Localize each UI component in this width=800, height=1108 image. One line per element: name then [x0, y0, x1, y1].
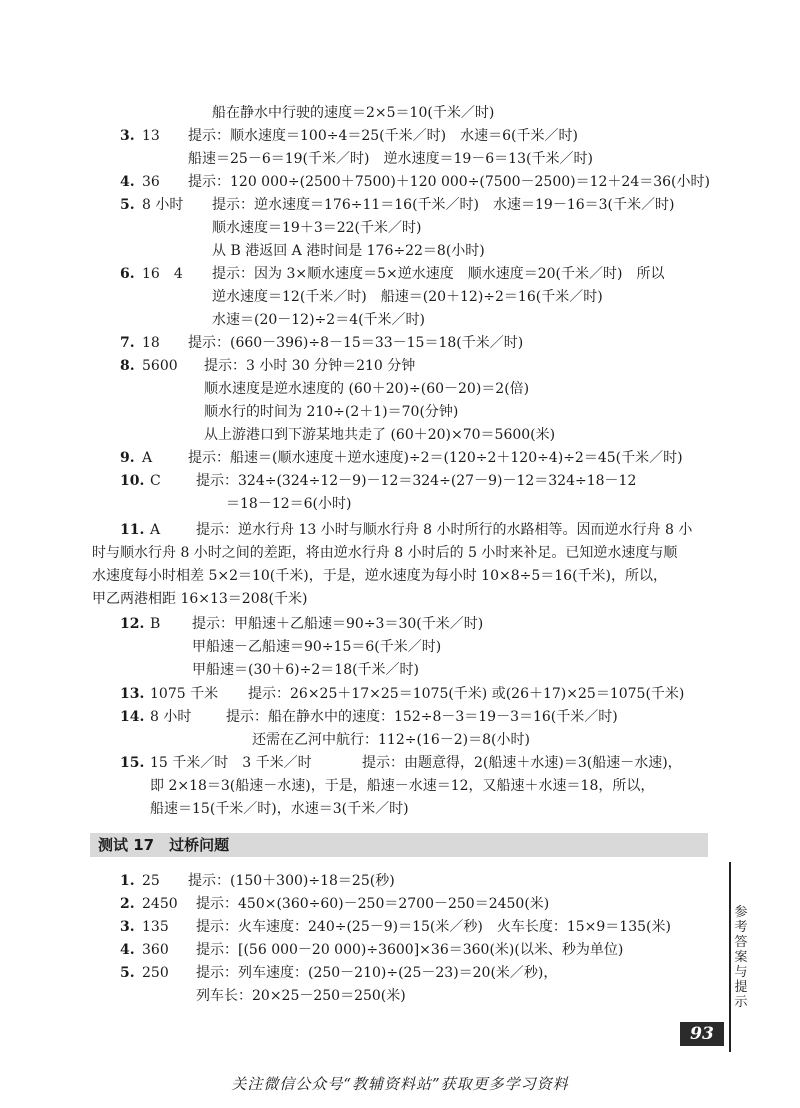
question-number: 11.	[120, 522, 145, 538]
text-line: 顺水速度＝19＋3＝22(千米／时)	[212, 220, 422, 236]
answer: 5600	[142, 358, 178, 374]
hint-line: 提示：(150＋300)÷18＝25(秒)	[188, 873, 395, 889]
answer: C	[150, 473, 161, 489]
hint-line: 提示：列车速度：(250－210)÷(25－23)＝20(米／秒)，	[196, 965, 558, 981]
answer: 360	[142, 942, 169, 958]
text-line: 列车长：20×25－250＝250(米)	[196, 988, 406, 1004]
question-number: 14.	[120, 709, 145, 725]
text-line: 水速＝(20－12)÷2＝4(千米／时)	[212, 312, 426, 328]
hint-line: 提示：450×(360÷60)－250＝2700－250＝2450(米)	[196, 896, 550, 912]
question-number: 9.	[120, 450, 135, 466]
text-line: 水速度每小时相差 5×2＝10(千米)，于是，逆水速度为每小时 10×8÷5＝16(千米)，所以，	[92, 568, 668, 584]
answer: 2450	[142, 896, 178, 912]
answer: 250	[142, 965, 169, 981]
hint-line: 提示：[(56 000－20 000)÷3600]×36＝360(米)(以米、秒为单位)	[196, 942, 624, 958]
question-number: 2.	[120, 896, 135, 912]
answer: A	[150, 522, 161, 538]
answer: A	[142, 450, 153, 466]
question-number: 5.	[120, 965, 135, 981]
hint-line: 提示：逆水速度＝176÷11＝16(千米／时) 水速＝19－16＝3(千米／时)	[212, 197, 675, 213]
answer: 16 4	[142, 266, 183, 282]
text-line: 甲船速－乙船速＝90÷15＝6(千米／时)	[192, 639, 442, 655]
question-number: 4.	[120, 174, 135, 190]
hint-line: 提示：甲船速＋乙船速＝90÷3＝30(千米／时)	[192, 616, 484, 632]
text-line: 逆水速度＝12(千米／时) 船速＝(20＋12)÷2＝16(千米／时)	[212, 289, 603, 305]
question-number: 3.	[120, 919, 135, 935]
text-line: 从 B 港返回 A 港时间是 176÷22＝8(小时)	[212, 243, 485, 259]
text-line: 时与顺水行舟 8 小时之间的差距，将由逆水行舟 8 小时后的 5 小时来补足。已知逆水速度与顺	[92, 545, 678, 561]
question-number: 7.	[120, 335, 135, 351]
hint-line: 提示：120 000÷(2500＋7500)＋120 000÷(7500－2500)＝12＋24＝36(小时)	[188, 174, 710, 190]
section-title: 测试 17 过桥问题	[98, 836, 230, 854]
text-line: 船速＝15(千米／时)，水速＝3(千米／时)	[150, 801, 409, 817]
question-number: 3.	[120, 128, 135, 144]
text-line: 甲船速＝(30＋6)÷2＝18(千米／时)	[192, 662, 420, 678]
question-number: 10.	[120, 473, 145, 489]
side-rule	[729, 862, 731, 1052]
text-line: 即 2×18＝3(船速－水速)，于是，船速－水速＝12，又船速＋水速＝18，所以，	[150, 778, 655, 794]
text-line: 船速＝25－6＝19(千米／时) 逆水速度＝19－6＝13(千米／时)	[188, 151, 593, 167]
text-line: 船在静水中行驶的速度＝2×5＝10(千米／时)	[212, 105, 495, 121]
answer: 8 小时	[142, 197, 184, 213]
question-number: 15.	[120, 755, 145, 771]
question-number: 13.	[120, 686, 145, 702]
footer-note: 关注微信公众号“教辅资料站”获取更多学习资料	[231, 1075, 569, 1093]
side-label: 参考答案与提示	[734, 905, 748, 1010]
hint-line: 提示：由题意得，2(船速＋水速)＝3(船速－水速)，	[362, 755, 682, 771]
hint-line: 提示：船速＝(顺水速度＋逆水速度)÷2＝(120÷2＋120÷4)÷2＝45(千米／时)	[188, 450, 683, 466]
question-number: 8.	[120, 358, 135, 374]
question-number: 12.	[120, 616, 145, 632]
text-line: ＝18－12＝6(小时)	[226, 496, 352, 512]
page-number: 93	[680, 1022, 724, 1046]
text-line: 甲乙两港相距 16×13＝208(千米)	[92, 591, 308, 607]
text-line: 从上游港口到下游某地共走了 (60＋20)×70＝5600(米)	[204, 427, 556, 443]
question-number: 4.	[120, 942, 135, 958]
hint-line: 提示：火车速度：240÷(25－9)＝15(米／秒) 火车长度：15×9＝135(米)	[196, 919, 671, 935]
hint-line: 提示：船在静水中的速度：152÷8－3＝19－3＝16(千米／时)	[226, 709, 618, 725]
answer: 1075 千米	[150, 686, 219, 702]
hint-line: 提示：26×25＋17×25＝1075(千米) 或(26＋17)×25＝1075(千米)	[248, 686, 685, 702]
hint-line: 提示：因为 3×顺水速度＝5×逆水速度 顺水速度＝20(千米／时) 所以	[212, 266, 665, 282]
answer: 135	[142, 919, 169, 935]
text-line: 顺水行的时间为 210÷(2＋1)＝70(分钟)	[204, 404, 459, 420]
answer: 15 千米／时 3 千米／时	[150, 755, 312, 771]
hint-line: 提示：逆水行舟 13 小时与顺水行舟 8 小时所行的水路相等。因而逆水行舟 8 小	[196, 522, 693, 538]
answer: 13	[142, 128, 160, 144]
answer: 36	[142, 174, 160, 190]
text-line: 顺水速度是逆水速度的 (60＋20)÷(60－20)＝2(倍)	[204, 381, 530, 397]
hint-line: 提示：顺水速度＝100÷4＝25(千米／时) 水速＝6(千米／时)	[188, 128, 578, 144]
answer: 8 小时	[150, 709, 192, 725]
hint-line: 提示：3 小时 30 分钟＝210 分钟	[204, 358, 416, 374]
answer: 25	[142, 873, 160, 889]
question-number: 1.	[120, 873, 135, 889]
answer: B	[150, 616, 161, 632]
question-number: 5.	[120, 197, 135, 213]
hint-line: 提示：(660－396)÷8－15＝33－15＝18(千米／时)	[188, 335, 524, 351]
hint-line: 提示：324÷(324÷12－9)－12＝324÷(27－9)－12＝324÷18－12	[196, 473, 637, 489]
question-number: 6.	[120, 266, 135, 282]
answer: 18	[142, 335, 160, 351]
text-line: 还需在乙河中航行：112÷(16－2)＝8(小时)	[252, 732, 530, 748]
